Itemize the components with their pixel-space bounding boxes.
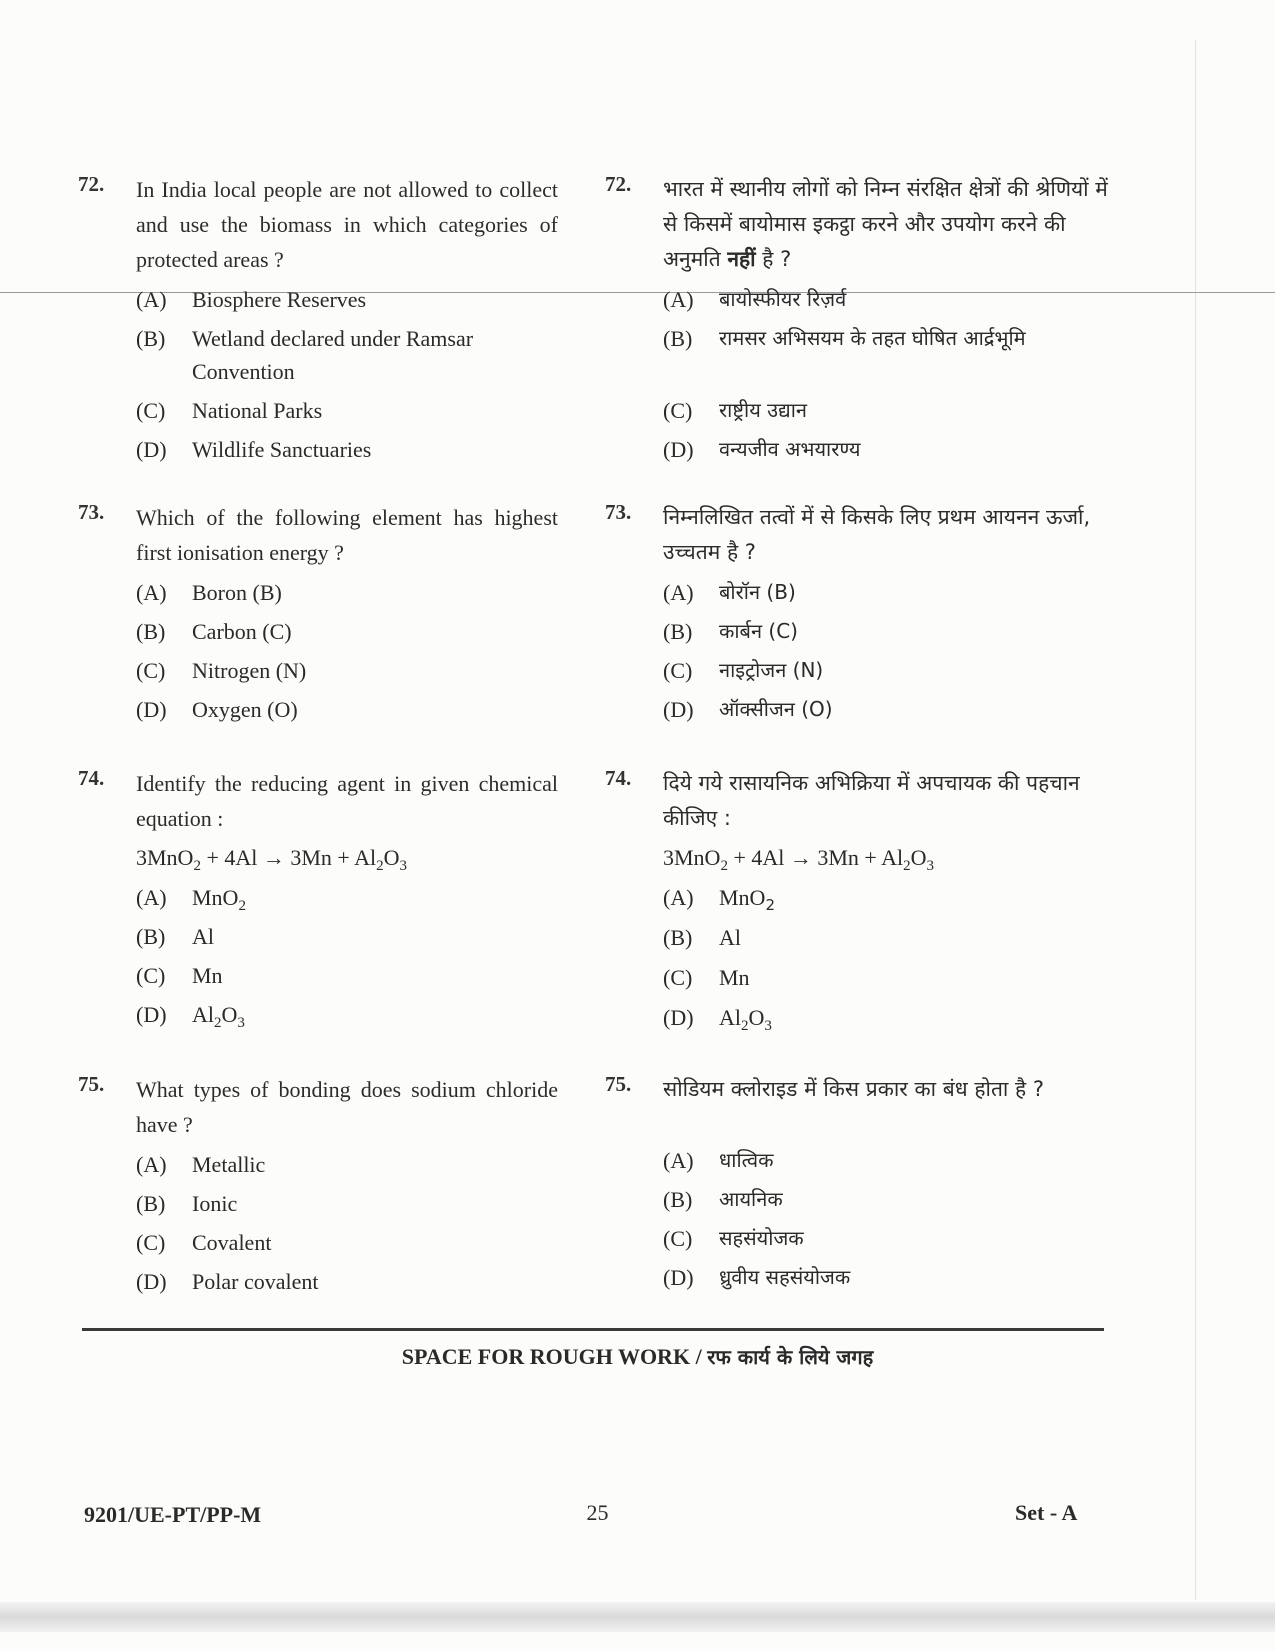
rough-work-label: SPACE FOR ROUGH WORK / रफ कार्य के लिये जगह [401, 1344, 874, 1369]
option-c: (C) सहसंयोजक [663, 1226, 804, 1251]
option-b: (B) आयनिक [663, 1187, 783, 1212]
question-text: दिये गये रासायनिक अभिक्रिया में अपचायक की पहचान कीजिए : [663, 771, 1080, 830]
scan-footer-artifact [0, 1602, 1275, 1632]
option-d: (D) Wildlife Sanctuaries [136, 437, 372, 462]
option-c: (C) Mn [136, 963, 223, 988]
question-73-en [78, 500, 558, 732]
option-b: (B) Al [663, 925, 741, 950]
question-text: निम्नलिखित तत्वों में से किसके लिए प्रथम आयनन ऊर्जा, उच्चतम है ? [663, 505, 1091, 564]
set-label: Set - A [1015, 1500, 1078, 1525]
option-c: (C) नाइट्रोजन (N) [663, 658, 824, 683]
question-75-hi [605, 1072, 1120, 1300]
option-c: (C) National Parks [136, 398, 323, 423]
question-text: What types of bonding does sodium chloride have ? [136, 1077, 558, 1137]
options-list [663, 576, 1120, 726]
question-text: In India local people are not allowed to collect and use the biomass in which categories of protected areas ? [136, 177, 558, 272]
question-text: Which of the following element has highest first ionisation energy ? [136, 505, 558, 565]
question-text: सोडियम क्लोराइड में किस प्रकार का बंध होता है ? [663, 1077, 1045, 1101]
option-d: (D) ध्रुवीय सहसंयोजक [663, 1265, 851, 1290]
option-d: (D) $Al_2O_3$ [663, 1005, 772, 1034]
option-c: (C) Covalent [136, 1230, 272, 1255]
question-74-hi [605, 766, 1120, 1041]
option-a: (A) धात्विक [663, 1148, 774, 1173]
options-list [136, 1148, 558, 1298]
option-d: (D) वन्यजीव अभयारण्य [663, 437, 861, 462]
question-number: 75. [78, 1072, 105, 1096]
question-74-en [78, 766, 558, 1037]
question-number: 73. [78, 500, 105, 524]
option-d: (D) Oxygen (O) [136, 697, 298, 722]
option-d: (D) Polar covalent [136, 1269, 319, 1294]
option-a: (A) बायोस्फीयर रिज़र्व [663, 287, 847, 312]
options-list [136, 881, 558, 1031]
options-list [136, 283, 558, 466]
option-b: (B) रामसर अभिसयम के तहत घोषित आर्द्रभूमि [663, 326, 1026, 351]
option-c: (C) Mn [663, 965, 750, 990]
option-b: (B) कार्बन (C) [663, 619, 798, 644]
question-number: 72. [605, 172, 632, 196]
rough-work-divider [82, 1328, 1104, 1331]
options-list [663, 283, 1120, 466]
options-list [136, 576, 558, 726]
question-number: 73. [605, 500, 632, 524]
option-b: (B) Wetland declared under Ramsar Convention [136, 326, 474, 384]
question-number: 75. [605, 1072, 632, 1096]
paper-code: 9201/UE-PT/PP-M [84, 1502, 262, 1527]
question-73-hi [605, 500, 1120, 732]
question-75-en [78, 1072, 558, 1304]
option-c: (C) राष्ट्रीय उद्यान [663, 398, 808, 423]
question-72-hi [605, 172, 1120, 472]
option-b: (B) Carbon (C) [136, 619, 292, 644]
question-number: 74. [605, 766, 632, 790]
question-number: 74. [78, 766, 105, 790]
page-number: 25 [586, 1500, 609, 1525]
option-b: (B) Ionic [136, 1191, 238, 1216]
options-list [663, 1144, 1120, 1294]
question-number: 72. [78, 172, 105, 196]
option-d: (D) ऑक्सीजन (O) [663, 697, 833, 722]
option-a: (A) बोरॉन (B) [663, 580, 796, 605]
question-72-en [78, 172, 558, 472]
option-d: (D) $Al_2O_3$ [136, 1002, 245, 1031]
option-a: (A) Metallic [136, 1152, 266, 1177]
option-a: (A) MnO$_2$ [136, 885, 246, 914]
question-text: भारत में स्थानीय लोगों को निम्न संरक्षित क्षेत्रों की श्रेणियों में से किसमें बायोमास इकट्ठा करने और उपयोग करने की अनुमति नहीं है ? [663, 177, 1108, 271]
option-a: (A) MnO$_2$ [663, 885, 775, 914]
question-text: Identify the reducing agent in given chemical equation : [136, 771, 558, 831]
option-b: (B) Al [136, 924, 214, 949]
chemical-equation: $3MnO_2 + 4Al \to 3Mn + Al_2O_3$ [663, 845, 935, 874]
chemical-equation: $3MnO_2 + 4Al \to 3Mn + Al_2O_3$ [136, 845, 408, 874]
options-list [663, 881, 1120, 1035]
option-a: (A) Boron (B) [136, 580, 282, 605]
option-a: (A) Biosphere Reserves [136, 287, 367, 312]
option-c: (C) Nitrogen (N) [136, 658, 307, 683]
